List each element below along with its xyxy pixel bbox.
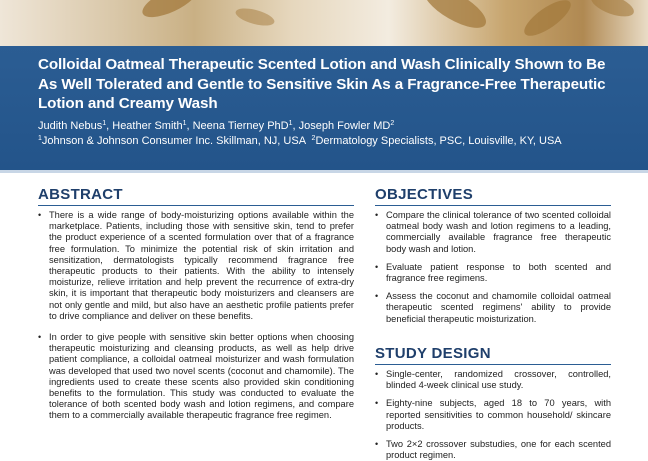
study-design-list [375,369,611,461]
header-photo [0,0,648,46]
objectives-rule [375,205,611,206]
abstract-paragraph: • In order to give people with sensitive skin better options when choosing therapeutic moisturizing and cleansing products, as well as help drive patient compliance, a colloidal oatmeal moisturizer and wash formulation was developed that used two novel scents (coconut and chamomile). The ingredients used to create these scents also provided skin conditioning benefits to the formulation. This study was conducted to evaluate the tolerance of both scented body wash and lotion regimens, and compare them to a commercially available therapeutic fragrance free regimen. [38,332,354,422]
abstract-heading: ABSTRACT [38,186,123,203]
objective-item: • Assess the coconut and chamomile colloidal oatmeal therapeutic scented regimens' ability to provide beneficial therapeutic moisturization. [375,291,611,325]
author-name: Neena Tierney PhD [192,120,289,132]
author-name: Heather Smith [112,120,183,132]
study-design-item: • Eighty-nine subjects, aged 18 to 70 years, with reported sensitivities to common household/ skincare products. [375,398,611,432]
abstract-rule [38,205,354,206]
objective-item: • Compare the clinical tolerance of two scented colloidal oatmeal body wash and lotion regimens to a leading, commercially available fragrance free therapeutic body wash and lotion. [375,210,611,255]
study-design-rule [375,364,611,365]
abstract-list [38,210,354,422]
objectives-list [375,210,611,325]
abstract-paragraph: • There is a wide range of body-moisturizing options available within the marketplace. Patients, including those with sensitive skin, tend to prefer the product experience of a scented formulation over that of a fragrance free formulation. To minimize the potential risk of skin irritation and sensitization, dermatologists typically recommend fragrance free therapeutic products to their patients. With the ability to intensely moisturize, relieve irritation and help prevent the recurrence of extra-dry skin, it is important that therapeutic body moisturizers and cleansers are not only gentle and mild, but also have an aesthetic profile patients prefer to drive compliance and deliver on these benefits. [38,210,354,322]
objective-item: • Evaluate patient response to both scented and fragrance free regimens. [375,262,611,284]
title-banner [0,46,648,170]
poster-title: Colloidal Oatmeal Therapeutic Scented Lotion and Wash Clinically Shown to Be As Well Tolerated and Gentle to Sensitive Skin As a Fragrance-Free Therapeutic Lotion and Creamy Wash [38,56,606,112]
study-design-item: • Two 2×2 crossover substudies, one for each scented product regimen. [375,439,611,461]
affiliation: Johnson & Johnson Consumer Inc. Skillman, NJ, USA [41,135,306,147]
affiliations: $^1$Johnson & Johnson Consumer Inc. Skillman, NJ, USA $^2$Dermatology Specialists, PSC, Louisville, KY, USA [38,135,562,147]
author-name: Joseph Fowler MD [298,120,391,132]
study-design-item: • Single-center, randomized crossover, controlled, blinded 4-week clinical use study. [375,369,611,391]
banner-divider [0,170,648,173]
author-list: Judith Nebus$^1$, Heather Smith$^1$, Neena Tierney PhD$^1$, Joseph Fowler $MD^2$ [38,120,395,132]
study-design-heading: STUDY DESIGN [375,345,491,362]
affiliation: Dermatology Specialists, PSC, Louisville, KY, USA [315,135,562,147]
author-name: Judith Nebus [38,120,103,132]
objectives-heading: OBJECTIVES [375,186,474,203]
